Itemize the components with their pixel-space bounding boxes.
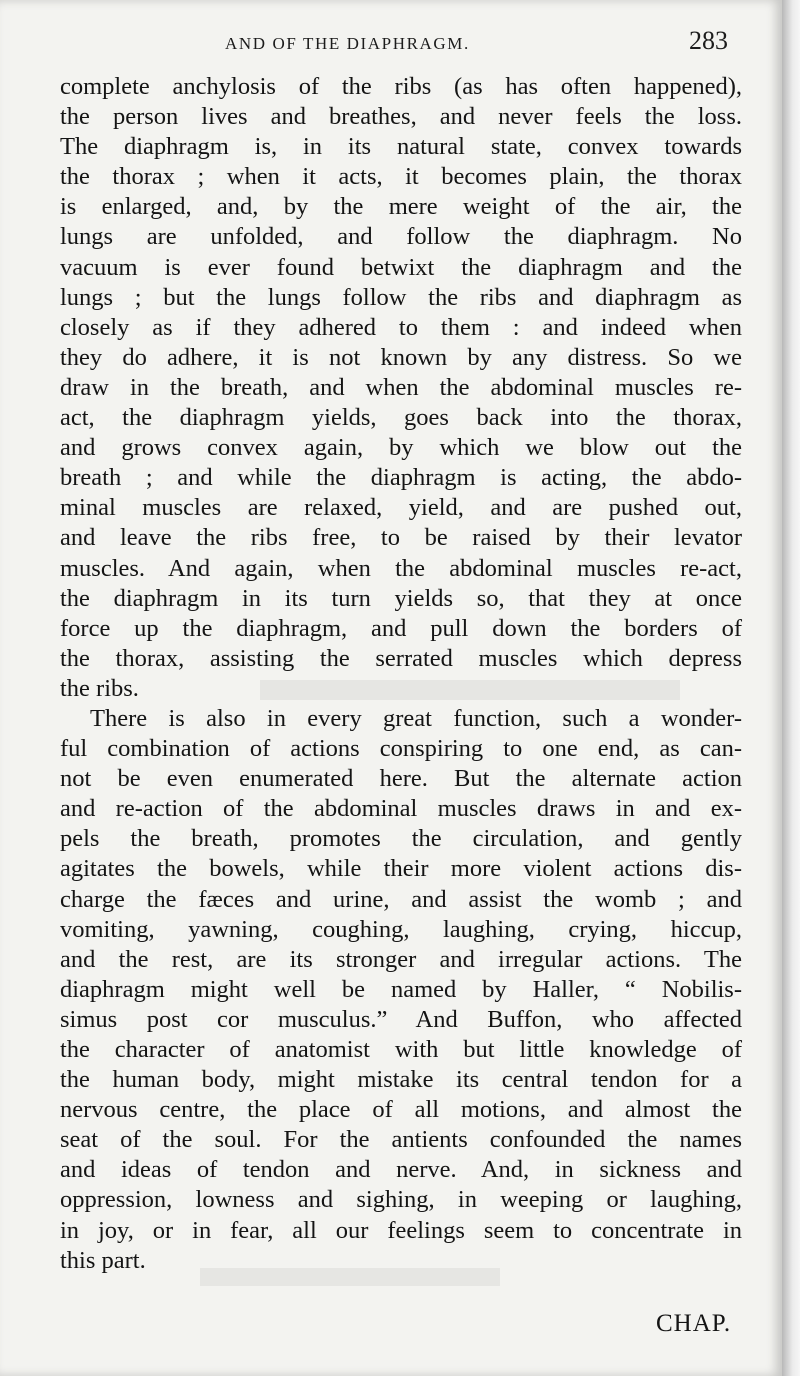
- text-line: lungs are unfolded, and follow the diaphragm. No: [60, 223, 742, 251]
- text-line: The diaphragm is, in its natural state, convex towards: [60, 133, 742, 161]
- text-line: agitates the bowels, while their more violent actions dis-: [60, 855, 742, 883]
- text-line: simus post cor musculus.” And Buffon, who affected: [60, 1005, 742, 1033]
- text-line: breath ; and while the diaphragm is acting, the abdo-: [60, 464, 742, 492]
- text-line: pels the breath, promotes the circulation, and gently: [60, 825, 742, 853]
- text-line: oppression, lowness and sighing, in weeping or laughing,: [60, 1186, 742, 1214]
- text-line: There is also in every great function, such a wonder-: [90, 704, 742, 732]
- catchword: CHAP.: [656, 1310, 732, 1337]
- text-line: the character of anatomist with but little knowledge of: [60, 1036, 742, 1063]
- body-text: [60, 72, 742, 1276]
- text-line: nervous centre, the place of all motions, and almost the: [60, 1096, 742, 1124]
- text-line: charge the fæces and urine, and assist the womb ; and: [60, 885, 742, 913]
- text-line: is enlarged, and, by the mere weight of the air, the: [60, 193, 742, 221]
- text-line: force up the diaphragm, and pull down the borders of: [60, 614, 742, 642]
- text-line: draw in the breath, and when the abdominal muscles re-: [60, 373, 742, 401]
- text-line: the thorax, assisting the serrated muscles which depress: [60, 644, 742, 672]
- text-line: diaphragm might well be named by Haller, “ Nobilis-: [60, 975, 742, 1003]
- text-line: the human body, might mistake its central tendon for a: [60, 1066, 742, 1094]
- text-line: the diaphragm in its turn yields so, that they at once: [60, 584, 742, 612]
- text-line: they do adhere, it is not known by any distress. So we: [60, 343, 742, 371]
- text-line: in joy, or in fear, all our feelings seem to concentrate in: [60, 1216, 742, 1244]
- page-number: 283: [689, 26, 728, 55]
- text-line: the ribs.: [60, 674, 139, 702]
- paragraph: [60, 72, 742, 704]
- page-header: [60, 26, 728, 66]
- text-line: vacuum is ever found betwixt the diaphragm and the: [60, 253, 742, 281]
- text-line: and ideas of tendon and nerve. And, in sickness and: [60, 1156, 742, 1184]
- text-line: vomiting, yawning, coughing, laughing, crying, hiccup,: [60, 915, 742, 943]
- text-line: complete anchylosis of the ribs (as has often happened),: [60, 73, 742, 100]
- text-line: lungs ; but the lungs follow the ribs and diaphragm as: [60, 283, 742, 311]
- text-line: seat of the soul. For the antients confounded the names: [60, 1126, 742, 1154]
- text-line: and re-action of the abdominal muscles draws in and ex-: [60, 795, 742, 823]
- text-line: closely as if they adhered to them : and indeed when: [60, 313, 742, 341]
- text-line: and grows convex again, by which we blow out the: [60, 434, 742, 462]
- running-head: AND OF THE DIAPHRAGM.: [225, 34, 470, 53]
- page-edge: [782, 0, 800, 1376]
- text-line: and leave the ribs free, to be raised by their levator: [60, 524, 742, 552]
- text-line: not be even enumerated here. But the alternate action: [60, 765, 742, 793]
- text-line: the person lives and breathes, and never feels the loss.: [60, 103, 742, 131]
- paragraph: [60, 704, 742, 1276]
- text-line: this part.: [60, 1246, 146, 1274]
- text-line: ful combination of actions conspiring to one end, as can-: [60, 735, 742, 763]
- text-line: muscles. And again, when the abdominal muscles re-act,: [60, 554, 742, 582]
- text-line: the thorax ; when it acts, it becomes plain, the thorax: [60, 163, 742, 191]
- text-line: and the rest, are its stronger and irregular actions. The: [60, 945, 742, 973]
- text-line: act, the diaphragm yields, goes back into the thorax,: [60, 404, 742, 432]
- text-line: minal muscles are relaxed, yield, and are pushed out,: [60, 494, 742, 522]
